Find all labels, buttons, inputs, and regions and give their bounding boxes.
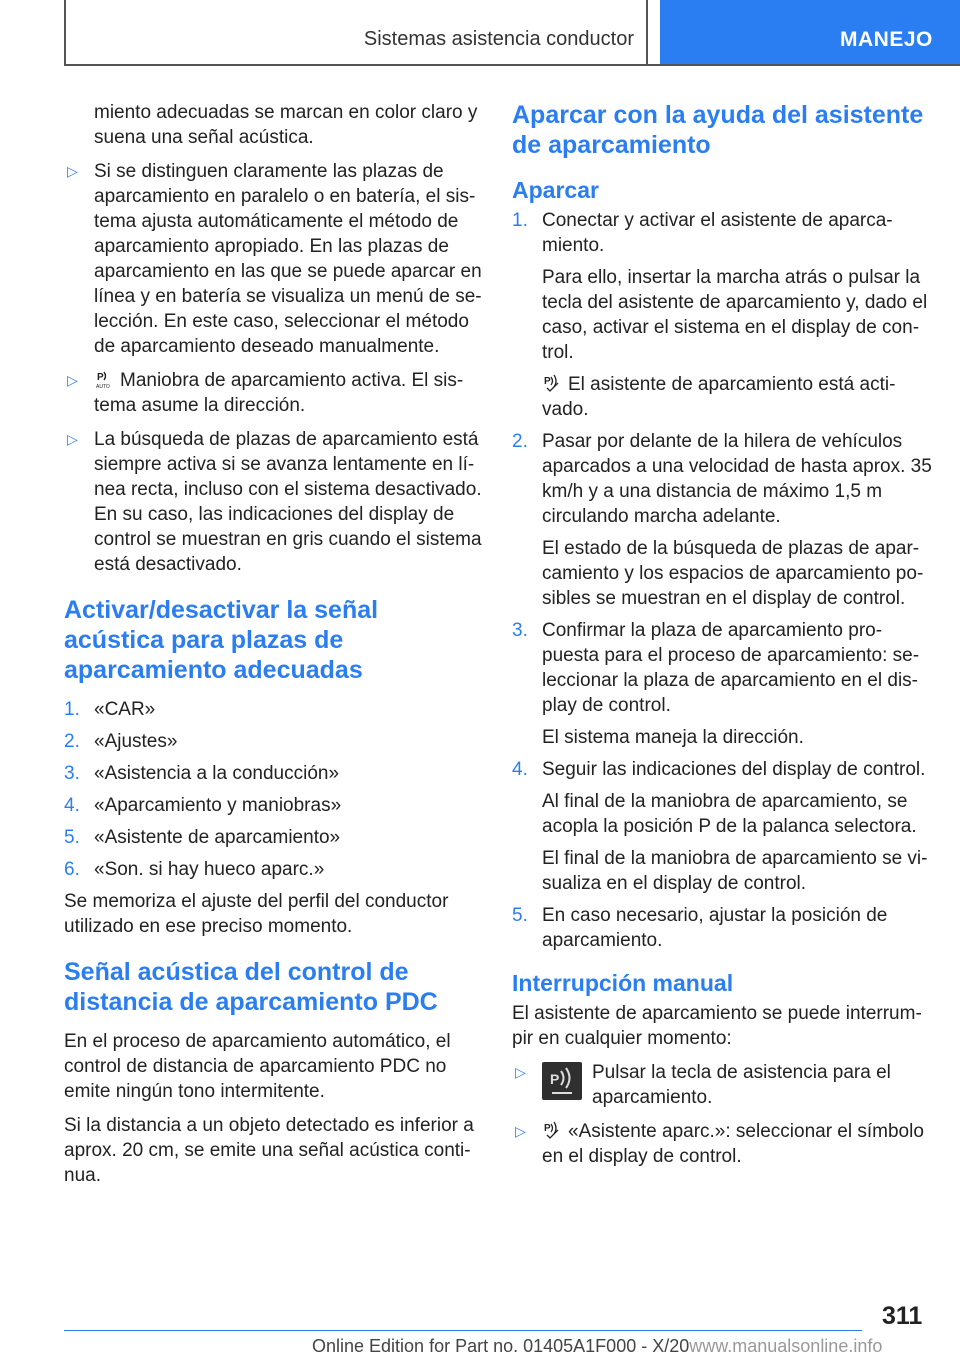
header-chapter-label: MANEJO bbox=[840, 28, 933, 51]
list-item: ▷ P Pulsar la tecla de asistencia para el aparcamiento. bbox=[515, 1062, 891, 1108]
parking-steps-list bbox=[512, 208, 932, 953]
feature-bullet-list bbox=[64, 159, 482, 577]
profile-paragraph: Se memoriza el ajuste del perfil del conductor utilizado en ese preciso momento. bbox=[64, 891, 449, 937]
list-item: 6. «Son. si hay hueco aparc.» bbox=[64, 859, 325, 880]
parking-assist-button-icon bbox=[542, 1062, 582, 1100]
subheading-park: Aparcar bbox=[512, 177, 599, 203]
triangle-bullet-icon: ▷ bbox=[67, 431, 78, 447]
pdc-paragraph: Si la distancia a un objeto detectado es inferior a aprox. 20 cm, se emite una señal acústica continua. bbox=[64, 1115, 474, 1186]
page-number: 311 bbox=[882, 1302, 923, 1330]
header-section-title: Sistemas asistencia conductor bbox=[363, 28, 634, 50]
auto-parking-icon bbox=[94, 369, 114, 389]
footer-watermark: www.manualsonline.info bbox=[689, 1336, 883, 1356]
list-item: 2. Pasar por delante de la hilera de vehículos aparcados a una velocidad de hasta aprox. 35 km/h y a una distancia de máximo 1,5 m circulando marcha adelante. El estado de la búsqueda de plazas de aparcamiento y los espacios de aparcamiento posibles se muestran en el display de control. bbox=[512, 431, 932, 609]
svg-text:P: P bbox=[544, 1123, 551, 1134]
header-chapter-tab[interactable] bbox=[660, 0, 960, 64]
footer-divider bbox=[64, 1330, 862, 1331]
list-item: ▷ P «Asistente aparc.»: seleccionar el símbolo en el display de control. bbox=[515, 1121, 924, 1167]
svg-text:P: P bbox=[544, 376, 551, 387]
triangle-bullet-icon: ▷ bbox=[515, 1064, 526, 1080]
svg-text:P: P bbox=[550, 1071, 560, 1087]
parking-assistant-icon bbox=[542, 373, 562, 393]
triangle-bullet-icon: ▷ bbox=[515, 1123, 526, 1139]
continued-paragraph: miento adecuadas se marcan en color claro y suena una señal acústica. bbox=[94, 102, 478, 148]
list-item: 4. «Aparcamiento y maniobras» bbox=[64, 795, 342, 816]
list-item: ▷ Si se distinguen claramente las plazas de aparcamiento en paralelo o en batería, el sistema ajusta automáticamente el método de aparcamiento apropiado. En las plazas de aparcamiento en las que se puede aparcar en línea y en batería se visualiza un menú de selección. En este caso, seleccionar el método de aparcamiento deseado manualmente. bbox=[67, 161, 482, 357]
parking-assistant-icon bbox=[542, 1120, 562, 1140]
left-column bbox=[64, 100, 482, 1197]
section-heading-signal: Activar/desactivar la señal acústica para plazas de aparcamiento adecuadas bbox=[64, 596, 379, 684]
list-item: 1. «CAR» bbox=[64, 699, 156, 720]
section-heading-parking-assistant: Aparcar con la ayuda del asistente de aparcamiento bbox=[512, 101, 924, 159]
list-item: ▷ P AUTO Maniobra de aparcamiento activa. El sistema asume la dirección. bbox=[67, 370, 464, 416]
list-item: 5. En caso necesario, ajustar la posición de aparcamiento. bbox=[512, 905, 888, 951]
pdc-paragraph: En el proceso de aparcamiento automático, el control de distancia de aparcamiento PDC no emite ningún tono intermitente. bbox=[64, 1031, 451, 1102]
section-heading-pdc: Señal acústica del control de distancia de aparcamiento PDC bbox=[64, 958, 438, 1016]
triangle-bullet-icon: ▷ bbox=[67, 372, 78, 388]
list-item: 5. «Asistente de aparcamiento» bbox=[64, 827, 341, 848]
footer-edition: Online Edition for Part no. 01405A1F000 - X/20www.manualsonline.info bbox=[312, 1336, 883, 1356]
list-item: 1. Conectar y activar el asistente de aparcamiento. Para ello, insertar la marcha atrás o pulsar la tecla del asistente de aparcamiento y, dado el caso, activar el sistema en el display de control. P El asistente de aparcamiento está activado. bbox=[512, 210, 928, 420]
triangle-bullet-icon: ▷ bbox=[67, 163, 78, 179]
list-item: ▷ La búsqueda de plazas de aparcamiento está siempre activa si se avanza lentamente en línea recta, incluso con el sistema desactivado. En su caso, las indicaciones del display de control se muestran en gris cuando el sistema está desactivado. bbox=[67, 429, 482, 575]
right-column bbox=[512, 100, 932, 1178]
list-item: 3. Confirmar la plaza de aparcamiento propuesta para el proceso de aparcamiento: seleccionar la plaza de aparcamiento en el display de control. El sistema maneja la dirección. bbox=[512, 620, 920, 748]
header-section-box bbox=[64, 0, 648, 64]
menu-steps-list bbox=[64, 697, 482, 882]
svg-text:AUTO: AUTO bbox=[96, 384, 110, 389]
list-item: 3. «Asistencia a la conducción» bbox=[64, 763, 340, 784]
subheading-manual-interruption: Interrupción manual bbox=[512, 970, 734, 996]
list-item: 2. «Ajustes» bbox=[64, 731, 178, 752]
header-divider bbox=[64, 64, 960, 66]
svg-text:P: P bbox=[97, 372, 104, 383]
list-item: 4. Seguir las indicaciones del display de control. Al final de la maniobra de aparcamiento, se acopla la posición P de la palanca selectora. El final de la maniobra de aparcamiento se visualiza en el display de control. bbox=[512, 759, 928, 894]
interrupt-bullet-list bbox=[512, 1060, 932, 1169]
interrupt-paragraph: El asistente de aparcamiento se puede interrumpir en cualquier momento: bbox=[512, 1003, 922, 1049]
